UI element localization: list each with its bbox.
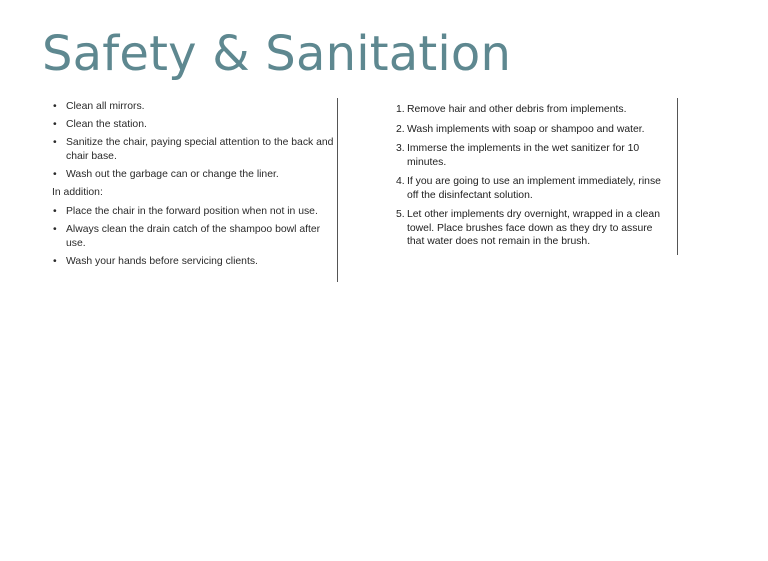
list-item-text: Let other implements dry overnight, wrapped in a clean towel. Place brushes face down as they dry to assure that water does not remain in the brush. — [407, 209, 660, 247]
step-number: 5. — [396, 209, 405, 220]
list-item — [396, 123, 672, 137]
bullet-list-first — [52, 100, 334, 182]
step-number: 1. — [396, 104, 405, 115]
bullet-icon: • — [53, 224, 57, 235]
list-item-text: Remove hair and other debris from implements. — [407, 104, 627, 115]
list-item — [52, 255, 334, 269]
list-item — [52, 118, 334, 132]
list-item — [52, 168, 334, 182]
list-item — [396, 208, 672, 249]
list-item — [396, 142, 672, 169]
right-column — [396, 103, 672, 255]
list-item — [52, 223, 334, 251]
column-divider-left — [337, 98, 338, 282]
list-item-text: Always clean the drain catch of the shampoo bowl after use. — [66, 224, 321, 249]
list-item-text: Sanitize the chair, paying special attention to the back and chair base. — [66, 137, 334, 162]
left-column — [52, 100, 334, 273]
bullet-icon: • — [53, 206, 57, 217]
bullet-list-second — [52, 205, 334, 269]
list-item — [52, 100, 334, 114]
list-item-text: Wash out the garbage can or change the liner. — [66, 169, 279, 180]
sub-heading: In addition: — [52, 187, 103, 198]
step-number: 2. — [396, 123, 405, 135]
list-item-text: Clean all mirrors. — [66, 101, 145, 112]
bullet-icon: • — [53, 256, 57, 267]
list-item — [396, 175, 672, 202]
list-item — [52, 136, 334, 164]
list-item-text: If you are going to use an implement immediately, rinse off the disinfectant solution. — [407, 176, 661, 201]
slide-title: Safety & Sanitation — [42, 26, 512, 82]
list-item — [396, 103, 672, 117]
list-item — [52, 205, 334, 219]
numbered-step-list — [396, 103, 672, 249]
bullet-icon: • — [53, 101, 57, 112]
column-divider-right — [677, 98, 678, 255]
step-number: 4. — [396, 176, 405, 187]
list-item-text: Immerse the implements in the wet sanitizer for 10 minutes. — [407, 143, 640, 168]
list-item-text: Wash your hands before servicing clients. — [66, 256, 258, 267]
bullet-icon: • — [53, 169, 57, 180]
bullet-icon: • — [53, 137, 57, 148]
list-item-text: Wash implements with soap or shampoo and water. — [407, 123, 645, 135]
list-item-text: Place the chair in the forward position when not in use. — [66, 206, 318, 217]
list-item-text: Clean the station. — [66, 119, 147, 130]
bullet-icon: • — [53, 119, 57, 130]
step-number: 3. — [396, 143, 405, 154]
